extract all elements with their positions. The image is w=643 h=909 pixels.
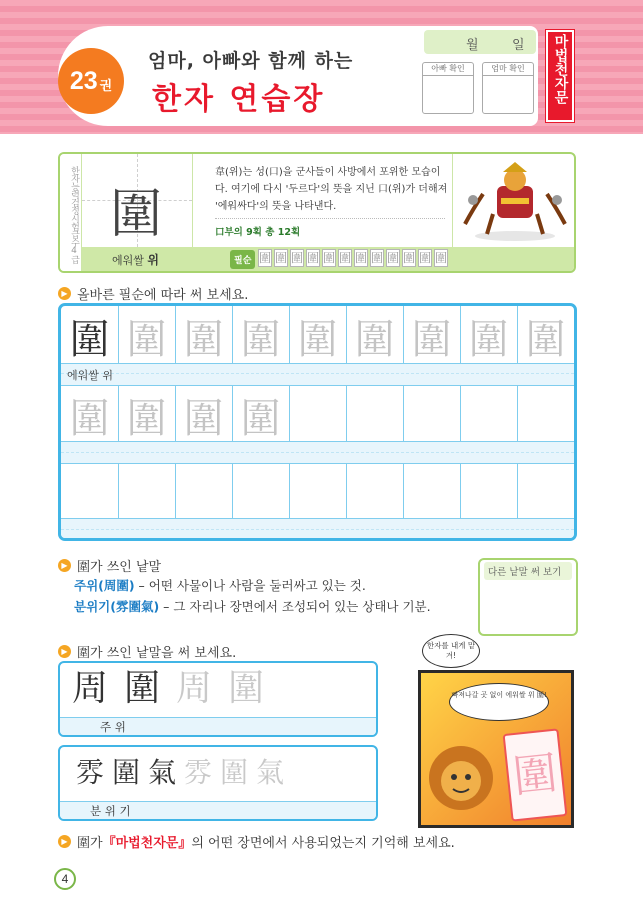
dad-confirm-box[interactable]	[422, 62, 474, 114]
trace-char: 圍	[183, 317, 224, 363]
play-bullet-icon: ▶	[58, 559, 71, 572]
words-title-text: 圍가 쓰인 낱말	[77, 560, 162, 575]
practice-cell[interactable]	[61, 306, 119, 363]
practice-cell[interactable]	[289, 385, 347, 441]
trace-char: 圍	[468, 317, 509, 363]
question-suffix: 의 어떤 장면에서 사용되었는지 기억해 보세요.	[191, 836, 455, 851]
exam-level-label: 한자능력검정시험급수4급	[60, 154, 82, 271]
word1-blank-cell[interactable]	[324, 663, 376, 717]
comic-hanja: 圍	[503, 728, 568, 821]
sound-label: 위	[147, 253, 159, 267]
practice-cell[interactable]	[118, 385, 176, 441]
stroke-step: 圍	[355, 251, 368, 265]
mom-confirm-box[interactable]	[482, 62, 534, 114]
other-words-box[interactable]	[478, 558, 578, 636]
question-prefix: 圍가	[77, 836, 103, 851]
main-char-label: 에워쌀 위	[67, 369, 114, 382]
trace-char: 圍	[297, 317, 338, 363]
grid-line	[61, 373, 574, 374]
character-info-box	[58, 152, 576, 273]
word1-reading: 주 위	[100, 720, 126, 734]
big-character-box	[82, 154, 192, 247]
word2-trace-char[interactable]: 雰	[183, 756, 212, 789]
main-hanja: 圍	[110, 185, 163, 245]
description-box	[192, 154, 452, 247]
practice-cell[interactable]	[346, 463, 404, 518]
word1-blank-cell[interactable]	[272, 663, 324, 717]
practice-cell[interactable]	[346, 385, 404, 441]
mom-confirm-label: 엄마 확인	[483, 63, 533, 76]
trace-char: 圍	[183, 396, 224, 442]
radical-info: 口부의 9획 총 12획	[215, 227, 301, 238]
play-bullet-icon: ▶	[58, 835, 71, 848]
word2-char: 雰	[75, 756, 104, 789]
speech-bubble: 한자를 내게 맡겨!	[422, 634, 480, 668]
word1-char: 圍	[123, 668, 160, 709]
words-title	[58, 556, 161, 575]
practice-instruction	[58, 284, 248, 303]
stroke-step: 圍	[403, 251, 416, 265]
trace-char: 圍	[411, 317, 452, 363]
practice-cell[interactable]	[175, 385, 233, 441]
character-description: 韋(위)는 성(口)을 군사들이 사방에서 포위한 모습이다. 여기에 다시 '두르다'의 뜻을 지닌 口(위)가 더해져 '에워싸다'의 뜻을 나타낸다.	[215, 167, 448, 212]
dad-confirm-label: 아빠 확인	[423, 63, 473, 76]
word-term: 주위(周圍)	[74, 578, 135, 593]
play-bullet-icon: ▶	[58, 287, 71, 300]
stroke-order-sequence	[258, 249, 450, 267]
volume-badge	[58, 48, 124, 114]
practice-cell[interactable]	[403, 463, 461, 518]
stroke-step: 圍	[387, 251, 400, 265]
word2-practice-box	[58, 745, 378, 821]
practice-cell[interactable]	[61, 385, 119, 441]
date-bar[interactable]	[424, 30, 536, 54]
character-illustration	[452, 154, 576, 247]
meaning-label: 에워쌀	[112, 254, 144, 267]
stroke-step: 圍	[371, 251, 384, 265]
trace-char: 圍	[126, 317, 167, 363]
trace-char: 圍	[240, 396, 281, 442]
practice-cell[interactable]	[517, 385, 575, 441]
stroke-step: 圍	[323, 251, 336, 265]
play-bullet-icon: ▶	[58, 645, 71, 658]
word-item	[74, 597, 431, 615]
practice-grid	[58, 303, 577, 541]
stroke-step: 圍	[307, 251, 320, 265]
trace-char: 圍	[354, 317, 395, 363]
comic-speech-bubble: 빠져나갈 곳 없이 에워쌀 위 圍!	[449, 683, 549, 721]
stroke-step: 圍	[435, 251, 448, 265]
word1-practice-box	[58, 661, 378, 737]
practice-cell[interactable]	[61, 463, 119, 518]
word2-char: 圍	[111, 756, 140, 789]
grid-line	[61, 529, 574, 530]
practice-cell[interactable]	[175, 306, 233, 363]
month-label: 월	[466, 38, 479, 53]
word1-trace-char[interactable]: 周	[175, 668, 212, 709]
practice-cell[interactable]	[346, 306, 404, 363]
practice-cell[interactable]	[289, 463, 347, 518]
word-meaning: – 어떤 사물이나 사람을 둘러싸고 있는 것.	[134, 578, 366, 593]
page-title: 한자 연습장	[152, 82, 326, 117]
stroke-step: 圍	[275, 251, 288, 265]
grid-line	[61, 452, 574, 453]
warrior-illustration	[453, 154, 576, 247]
practice-cell[interactable]	[460, 306, 518, 363]
practice-cell[interactable]	[403, 306, 461, 363]
word1-reading-row	[60, 717, 376, 735]
meaning-sound	[112, 251, 159, 268]
word2-trace-char[interactable]: 氣	[255, 756, 284, 789]
practice-cell[interactable]	[232, 306, 290, 363]
trace-char: 圍	[126, 396, 167, 442]
word2-trace-char[interactable]: 圍	[219, 756, 248, 789]
practice-cell[interactable]	[460, 463, 518, 518]
series-name: 마법천자문	[552, 34, 569, 104]
practice-instruction-text: 올바른 필순에 따라 써 보세요.	[77, 288, 249, 303]
page-number: 4	[54, 868, 76, 890]
word-practice-instruction	[58, 642, 236, 661]
comic-panel	[418, 670, 574, 828]
word1-char: 周	[71, 668, 108, 709]
grid-line	[61, 518, 574, 519]
day-label: 일	[512, 38, 525, 53]
series-side-label	[546, 30, 574, 122]
meaning-bar	[82, 247, 576, 271]
word2-reading: 분 위 기	[90, 804, 131, 818]
header-subtitle: 엄마, 아빠와 함께 하는	[148, 50, 354, 72]
word-term: 분위기(雰圍氣)	[74, 599, 160, 614]
trace-char: 圍	[240, 317, 281, 363]
book-title: 『마법천자문』	[102, 836, 192, 851]
model-char: 圍	[69, 317, 110, 363]
practice-cell[interactable]	[517, 306, 575, 363]
word-practice-instruction-text: 圍가 쓰인 낱말을 써 보세요.	[77, 646, 237, 661]
trace-char: 圍	[69, 396, 110, 442]
memory-question	[58, 832, 455, 851]
stroke-step: 圍	[259, 251, 272, 265]
word2-char: 氣	[147, 756, 176, 789]
practice-cell[interactable]	[175, 463, 233, 518]
practice-cell[interactable]	[403, 385, 461, 441]
stroke-step: 圍	[291, 251, 304, 265]
practice-cell[interactable]	[517, 463, 575, 518]
practice-cell[interactable]	[232, 463, 290, 518]
other-words-label: 다른 낱말 써 보기	[484, 562, 572, 580]
word-meaning: – 그 자리나 장면에서 조성되어 있는 상태나 기분.	[159, 599, 431, 614]
stroke-order-tag: 필순	[230, 250, 255, 269]
practice-cell[interactable]	[289, 306, 347, 363]
practice-cell[interactable]	[118, 306, 176, 363]
volume-number: 23	[69, 66, 98, 95]
word1-trace-char[interactable]: 圍	[227, 668, 264, 709]
practice-cell[interactable]	[460, 385, 518, 441]
practice-cell[interactable]	[232, 385, 290, 441]
label-row	[61, 363, 574, 385]
stroke-step: 圍	[419, 251, 432, 265]
practice-cell[interactable]	[118, 463, 176, 518]
word2-reading-row	[60, 801, 376, 819]
trace-char: 圍	[525, 317, 566, 363]
stroke-step: 圍	[339, 251, 352, 265]
word-item	[74, 576, 366, 594]
divider	[215, 218, 445, 219]
volume-unit: 권	[99, 77, 113, 93]
